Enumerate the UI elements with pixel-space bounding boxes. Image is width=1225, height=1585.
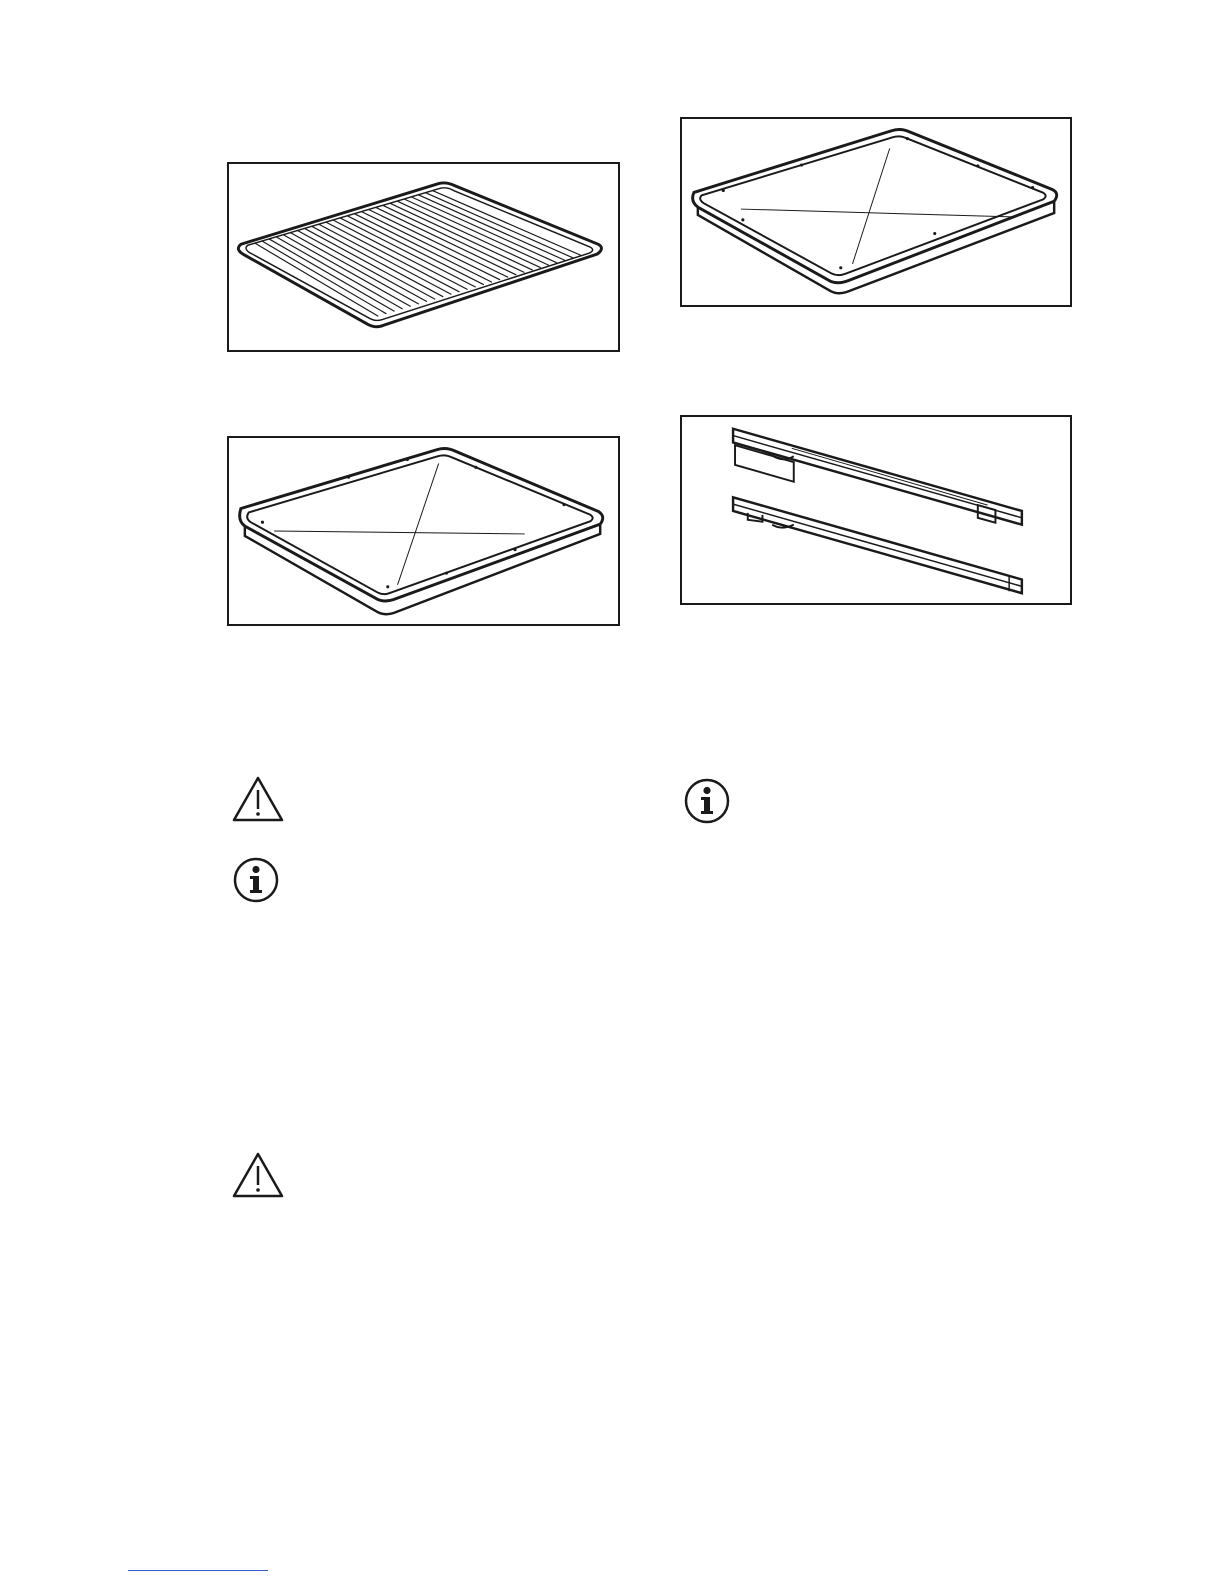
warning-triangle-icon [232, 776, 284, 822]
deep-pan-icon [229, 438, 618, 624]
baking-tray-figure [680, 117, 1072, 307]
telescopic-runners-icon [682, 417, 1070, 603]
deep-pan-figure [227, 436, 620, 626]
wire-shelf-icon [229, 164, 618, 350]
info-notice-1 [233, 857, 279, 903]
baking-tray-icon [682, 119, 1070, 305]
warning-triangle-icon [232, 1152, 284, 1198]
footer-link-underline[interactable] [128, 1570, 268, 1571]
warning-notice-2 [232, 1152, 284, 1198]
wire-shelf-figure [227, 162, 620, 352]
info-circle-icon [684, 778, 730, 824]
info-notice-2 [684, 778, 730, 824]
warning-notice-1 [232, 776, 284, 822]
info-circle-icon [233, 857, 279, 903]
telescopic-runners-figure [680, 415, 1072, 605]
